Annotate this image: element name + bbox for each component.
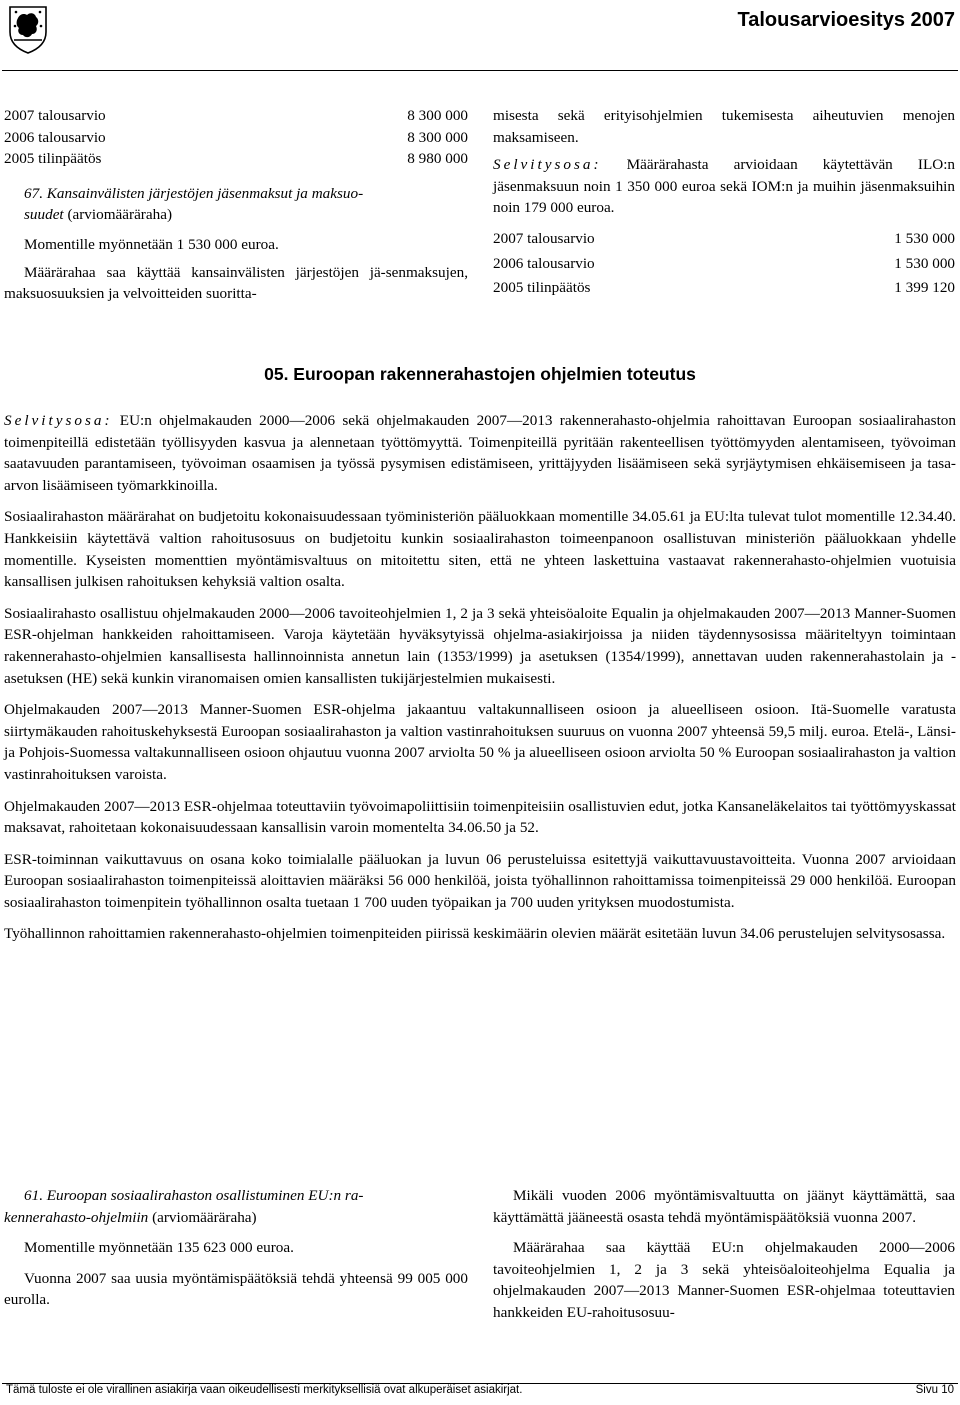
section-paragraph: Sosiaalirahaston määrärahat on budjetoitu kokonaisuudessaan työministeriön pääluokkaan momentille 34.05.61 ja EU:lta tulevat tulot momentille 12.34.40. Hankkeisiin käytettävä valtion rahoitusosuus on budjetoitu kunkin sosiaalirahaston toimeenpanoon osallistuvan ministeriön pääluokkaan yhdelle momentille. Kyseisten momenttien myöntämisvaltuus on mitoitettu siten, että ne yhteen laskettuina vastaavat rakennerahasto-ohjelmien vuotuisia kansallisen julkisen rahoituksen kehyksiä valtion osalta. xyxy=(4,508,956,591)
section-paragraph: Työhallinnon rahoittamien rakennerahasto-ohjelmien toimenpiteiden piirissä keskimäärin olevien määrät esitetään luvun 34.06 perustelujen selvitysosassa. xyxy=(4,925,946,943)
section-paragraph: Ohjelmakauden 2007—2013 Manner-Suomen ESR-ohjelma jakaantuu valtakunnalliseen osioon ja alueelliseen osioon. Itä-Suomelle varatusta siirtymäkauden rahoituskehyksestä Euroopan sosiaalirahaston ja valtion vastinrahoituksen suuruus on vuonna 2007 yhteensä 59,5 milj. euroa. Etelä-, Länsi- ja Pohjois-Suomessa valtakunnalliseen osioon ohjautuu vuonna 2007 arviolta 50 % ja alueelliseen osioon arviolta 50 % Euroopan sosiaalirahaston ja valtion vastinrahoituksen varoista. xyxy=(4,701,956,783)
footer xyxy=(0,1380,960,1402)
page-number: Sivu 10 xyxy=(915,1384,954,1397)
section-body xyxy=(4,410,956,945)
selvitys-paragraph: Selvitysosa: Määrärahasta arvioidaan käytettävän ILO:n jäsenmaksuun noin 1 350 000 euroa sekä IOM:n ja muihin jäsenmaksuihin noin 179 000 euroa. xyxy=(493,156,956,217)
item-title-line2: kennerahasto-ohjelmiin xyxy=(4,1208,149,1226)
document-title: Talousarvioesitys 2007 xyxy=(737,9,955,31)
budget-row: 2005 tilinpäätös 8 980 000 xyxy=(4,150,468,168)
budget-row: 2007 talousarvio 1 530 000 xyxy=(493,229,955,247)
momentti-text: Momentille myönnetään 1 530 000 euroa. xyxy=(24,235,279,253)
header-rule xyxy=(2,70,958,71)
paragraph: Vuonna 2007 saa uusia myöntämispäätöksiä tehdä yhteensä 99 005 000 eurolla. xyxy=(4,1269,468,1309)
momentti-text: Momentille myönnetään 135 623 000 euroa. xyxy=(24,1239,294,1257)
footer-note: Tämä tuloste ei ole virallinen asiakirja vaan oikeudellisesti merkityksellisiä ovat alkuperäiset asiakirjat. xyxy=(6,1384,523,1397)
item-title-line1: Euroopan sosiaalirahaston osallistuminen EU:n ra- xyxy=(46,1187,364,1204)
item-type: (arviomääräraha) xyxy=(152,1208,257,1226)
bottom-left-column xyxy=(4,1185,468,1311)
selvitys-label: Selvitysosa: xyxy=(493,156,602,174)
item-type: (arviomääräraha) xyxy=(67,206,173,224)
section-paragraph: Selvitysosa: EU:n ohjelmakauden 2000—2006 sekä ohjelmakauden 2007—2013 rakennerahasto-ohjelmia rahoittavan Euroopan sosiaalirahaston toimenpiteillä edistetään työllisyyden kasvua ja alennetaan työttömyyttä. Toimenpiteillä pyritään rakenteellisen työttömyyden alentamiseen, työvoiman saatavuuden parantamiseen, työvoiman osaamisen ja työssä pysymisen edistämiseen, yrittäjyyden lisäämiseen sekä syrjäytymisen ehkäisemiseen ja tasa-arvon lisäämiseen työmarkkinoilla. xyxy=(4,412,956,494)
section-paragraph: Sosiaalirahasto osallistuu ohjelmakauden 2000—2006 tavoiteohjelmien 1, 2 ja 3 sekä yhteisöaloite Equalin ja ohjelmakauden 2007—2013 Manner-Suomen ESR-ohjelman hankkeiden rahoittamiseen. Varoja käytetään hyväksytyissä ohjelma-asiakirjoissa ja niiden täydennysosissa määriteltyyn toimintaan rakennerahasto-ohjelmien kansallisesta hallinnoinnista annetun lain (1353/1999) ja asetuksen (1354/1999), annettavan uuden rakennerahastolain ja -asetuksen (HE) sekä kunkin viranomaisen omien kansallisten tukijärjestelmien mukaisesti. xyxy=(4,604,956,687)
paragraph: Mikäli vuoden 2006 myöntämisvaltuutta on jäänyt käyttämättä, saa käyttämättä jääneestä osasta tehdä myöntämispäätöksiä vuonna 2007. xyxy=(493,1187,955,1226)
bottom-right-column xyxy=(493,1185,955,1324)
usage-text-continued: misesta sekä erityisohjelmien tukemisesta aiheutuvien menojen maksamiseen. xyxy=(493,107,955,146)
budget-row: 2005 tilinpäätös 1 399 120 xyxy=(493,279,955,297)
section-heading: 05. Euroopan rakennerahastojen ohjelmien toteutus xyxy=(264,364,696,384)
item-heading: 67. Kansainvälisten järjestöjen jäsenmaksut ja maksuo- suudet (arviomääräraha) xyxy=(24,184,364,224)
selvitys-label: Selvitysosa: xyxy=(4,412,113,429)
budget-row: 2006 talousarvio 1 530 000 xyxy=(493,254,955,272)
budget-row: 2006 talousarvio 8 300 000 xyxy=(4,128,468,146)
section-paragraph: ESR-toiminnan vaikuttavuus on osana koko toimialalle pääluokan ja luvun 06 perusteluissa esitettyjä vaikuttavuustavoitteita. Vuonna 2007 arvioidaan Euroopan sosiaalirahaston toimenpiteissä aloittavien määräksi 56 000 henkilöä, joista työhallinnon rahoittamissa toimenpiteissä 29 000 henkilöä. Euroopan sosiaalirahaston toimenpitein työhallinnon osalta tuetaan 1 700 uuden työpaikan ja 700 uuden yrityksen muodostumista. xyxy=(4,850,956,911)
item-heading: 61. Euroopan sosiaalirahaston osallistuminen EU:n ra- xyxy=(24,1187,364,1204)
item-title-line1: Kansainvälisten järjestöjen jäsenmaksut ja maksuo- xyxy=(46,184,364,202)
coat-of-arms-icon xyxy=(6,4,50,54)
right-top-column xyxy=(493,105,955,299)
left-top-column xyxy=(4,105,468,305)
paragraph: Määrärahaa saa käyttää EU:n ohjelmakauden 2000—2006 tavoiteohjelmien 1, 2 ja 3 sekä yhteisöaloiteohjelma Equalia ja ohjelmakauden 2007—2013 Manner-Suomen ESR-ohjelmaa toteuttavien hankkeiden EU-rahoitusosuu- xyxy=(493,1239,955,1321)
budget-row: 2007 talousarvio 8 300 000 xyxy=(4,107,468,124)
section-paragraph: Ohjelmakauden 2007—2013 ESR-ohjelmaa toteuttaviin työvoimapoliittisiin toimenpiteisiin osallistuvien edut, jotka Kansaneläkelaitos tai työttömyyskassat maksavat, rahoitetaan kokonaisuudessaan kansallisin varoin momentelta 34.06.50 ja 52. xyxy=(4,797,956,837)
usage-text: Määrärahaa saa käyttää kansainvälisten järjestöjen jä-senmaksujen, maksuosuuksien ja velvoitteiden suoritta- xyxy=(4,263,468,303)
item-title-line2: suudet xyxy=(24,206,64,224)
